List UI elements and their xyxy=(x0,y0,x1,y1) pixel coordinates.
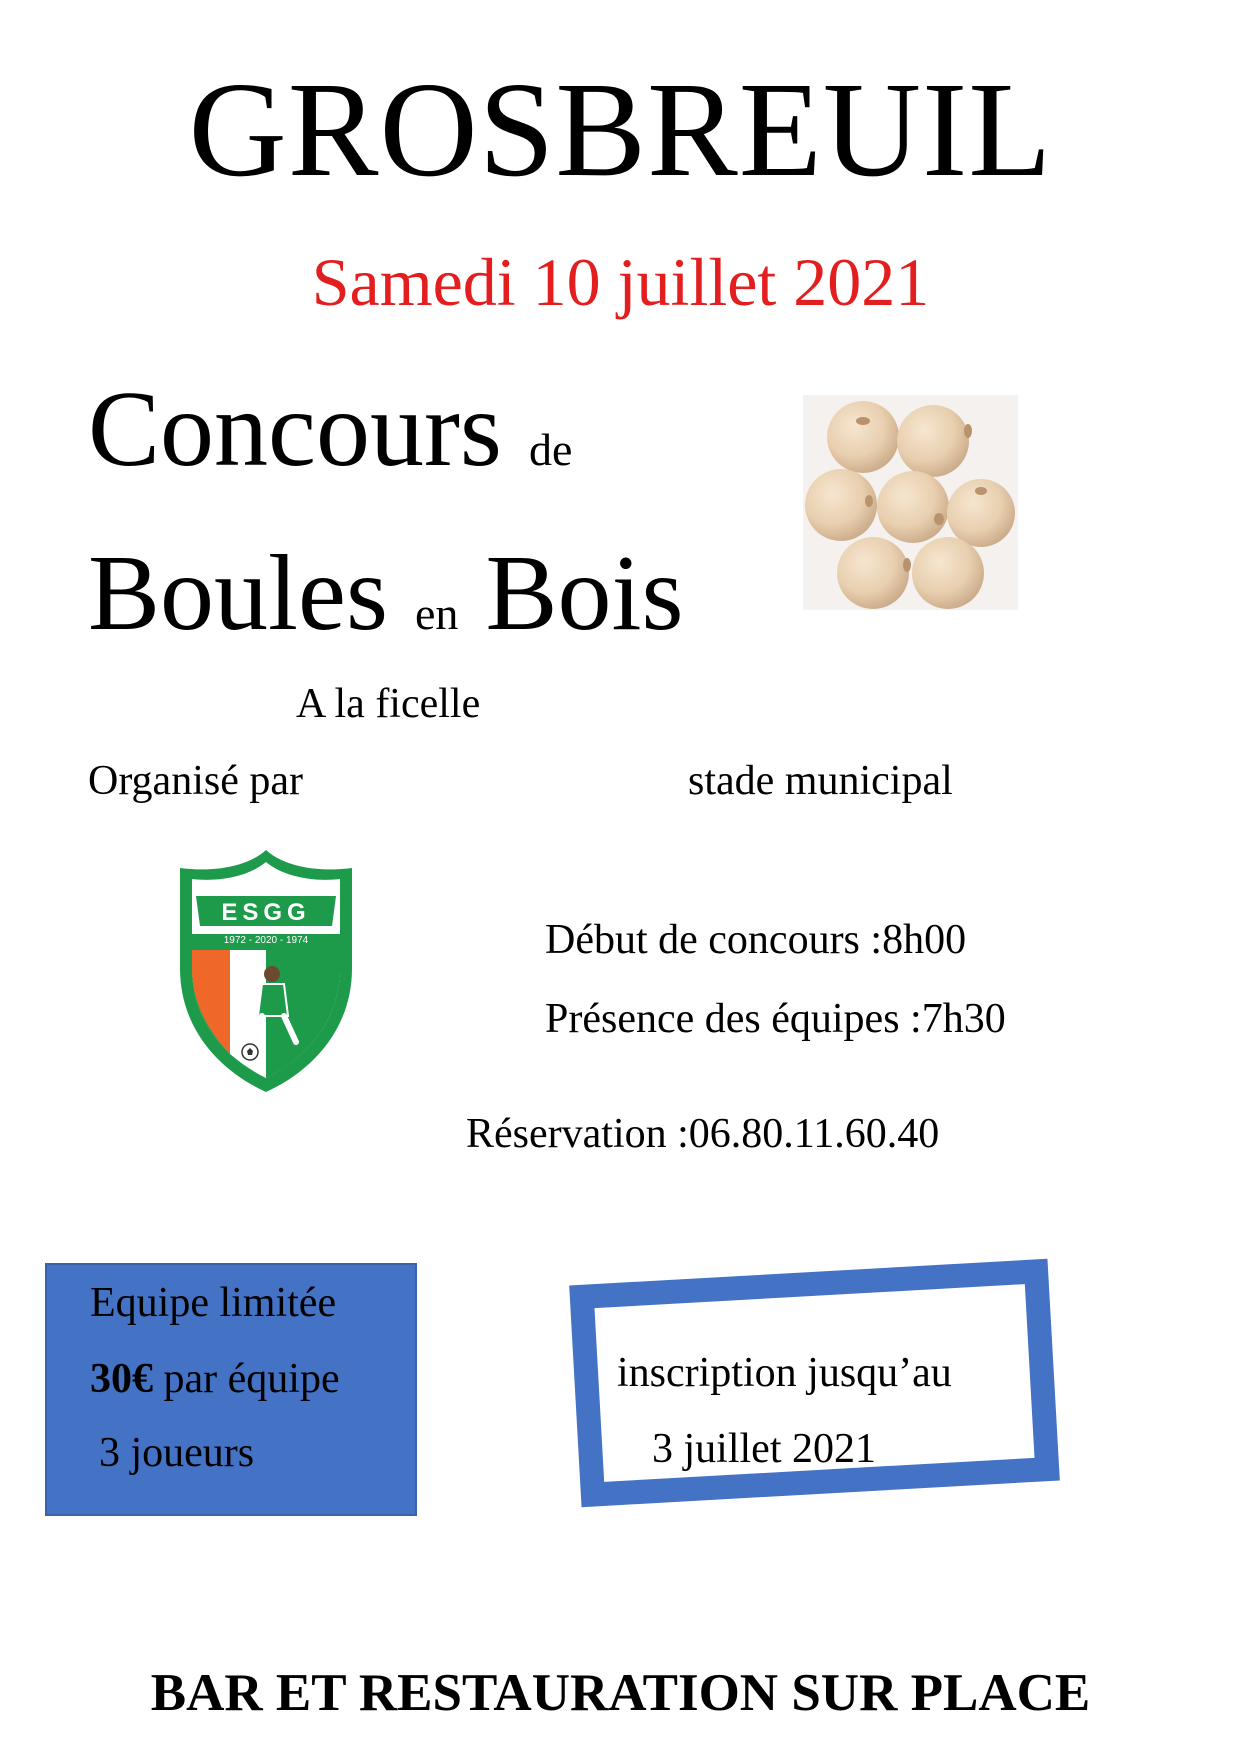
team-info-box xyxy=(45,1263,417,1516)
venue-text: stade municipal xyxy=(688,758,953,804)
event-title-line-1 xyxy=(88,370,573,489)
event-word-concours: Concours xyxy=(88,370,502,489)
team-price-suffix: par équipe xyxy=(153,1356,340,1402)
registration-deadline: 3 juillet 2021 xyxy=(652,1426,876,1472)
event-word-en: en xyxy=(415,588,459,639)
team-price-line xyxy=(90,1358,340,1400)
event-word-de: de xyxy=(528,424,573,475)
club-shield-logo xyxy=(166,846,366,1096)
organized-by-text: Organisé par xyxy=(88,758,303,804)
reservation-text: Réservation :06.80.11.60.40 xyxy=(466,1111,940,1157)
event-word-bois: Bois xyxy=(485,534,684,653)
event-title-line-2 xyxy=(88,534,684,653)
team-presence-text: Présence des équipes :7h30 xyxy=(545,996,1006,1042)
team-limit-text: Equipe limitée xyxy=(90,1280,337,1326)
start-time-text: Début de concours :8h00 xyxy=(545,917,967,963)
poster-title: GROSBREUIL xyxy=(188,55,1053,205)
team-price: 30€ xyxy=(90,1356,153,1402)
event-word-boules: Boules xyxy=(88,534,389,653)
wooden-balls-photo xyxy=(803,395,1018,610)
logo-years: 1972 - 2020 - 1974 xyxy=(223,935,309,946)
logo-acronym: ESGG xyxy=(221,899,311,926)
format-text: A la ficelle xyxy=(296,681,481,727)
team-players-text: 3 joueurs xyxy=(99,1430,255,1476)
registration-text: inscription jusqu’au xyxy=(617,1350,952,1396)
event-date: Samedi 10 juillet 2021 xyxy=(311,244,930,320)
footer-banner: BAR ET RESTAURATION SUR PLACE xyxy=(150,1664,1091,1722)
